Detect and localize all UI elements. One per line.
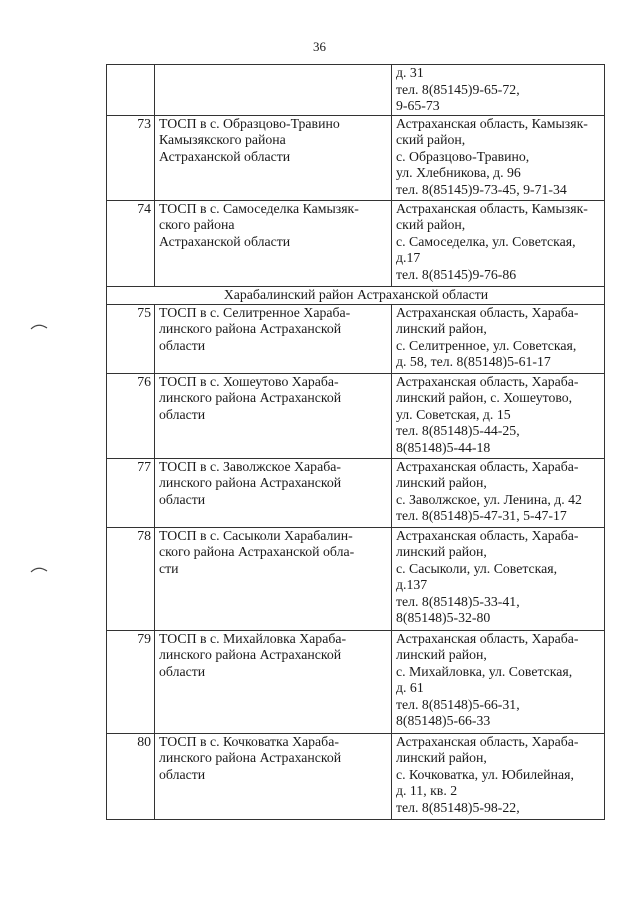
offices-table xyxy=(106,64,605,820)
address-line: 8(85148)5-32-80 xyxy=(396,610,491,625)
table-row xyxy=(107,630,605,733)
office-name-line: линского района Астраханской xyxy=(159,647,342,662)
office-name-line: области xyxy=(159,406,206,422)
table-row xyxy=(107,733,605,819)
office-name-cell xyxy=(155,630,392,733)
address-line: ский район, xyxy=(396,132,466,147)
table-row xyxy=(107,200,605,286)
address-line: Астраханская область, Хараба- xyxy=(396,458,579,474)
row-number: 79 xyxy=(107,630,155,733)
office-name-cell xyxy=(155,458,392,527)
office-name-line: области xyxy=(159,663,206,679)
address-cell xyxy=(392,65,605,116)
office-name-cell xyxy=(155,115,392,200)
address-cell xyxy=(392,527,605,630)
address-line: д.17 xyxy=(396,250,421,265)
office-name-line: линского района Астраханской xyxy=(159,475,342,490)
row-number: 77 xyxy=(107,458,155,527)
address-line: Астраханская область, Хараба- xyxy=(396,630,579,646)
address-line: д. 58, тел. 8(85148)5-61-17 xyxy=(396,354,551,369)
address-line: с. Сасыколи, ул. Советская, xyxy=(396,560,558,576)
address-line: тел. 8(85148)5-44-25, xyxy=(396,423,520,438)
office-name-line: сти xyxy=(159,560,179,576)
address-cell xyxy=(392,373,605,458)
address-line: линский район, xyxy=(396,647,487,662)
office-name-line: ТОСП в с. Хошеутово Хараба- xyxy=(159,373,339,389)
table-row xyxy=(107,527,605,630)
address-cell xyxy=(392,630,605,733)
address-cell xyxy=(392,115,605,200)
address-line: линский район, xyxy=(396,544,487,559)
address-line: тел. 8(85148)5-66-31, xyxy=(396,696,520,712)
office-name-line: Астраханской области xyxy=(159,233,291,249)
table-body xyxy=(107,65,605,820)
office-name-line: Астраханской области xyxy=(159,148,291,164)
page-number: 36 xyxy=(313,39,326,54)
address-cell xyxy=(392,200,605,286)
row-number: 78 xyxy=(107,527,155,630)
address-line: тел. 8(85145)9-76-86 xyxy=(396,266,517,282)
row-number: 75 xyxy=(107,304,155,373)
address-cell xyxy=(392,458,605,527)
address-line: линский район, xyxy=(396,750,487,765)
address-cell xyxy=(392,733,605,819)
address-line: 9-65-73 xyxy=(396,98,440,113)
office-name-line: ского района xyxy=(159,217,235,232)
address-line: тел. 8(85145)9-73-45, 9-71-34 xyxy=(396,181,567,197)
address-line: линский район, с. Хошеутово, xyxy=(396,390,573,405)
office-name-line: ТОСП в с. Михайловка Хараба- xyxy=(159,630,347,646)
row-number xyxy=(107,65,155,116)
address-line: ский район, xyxy=(396,217,466,232)
address-line: д.137 xyxy=(396,577,428,592)
address-line: Астраханская область, Камызяк- xyxy=(396,115,588,131)
address-line: 8(85148)5-44-18 xyxy=(396,439,491,455)
address-line: тел. 8(85148)5-47-31, 5-47-17 xyxy=(396,508,567,523)
office-name-line: области xyxy=(159,491,206,507)
table-row xyxy=(107,458,605,527)
margin-mark xyxy=(30,323,48,331)
address-line: Астраханская область, Камызяк- xyxy=(396,200,588,216)
address-line: ул. Советская, д. 15 xyxy=(396,406,511,422)
office-name-line: ТОСП в с. Селитренное Хараба- xyxy=(159,304,351,320)
office-name-line: ТОСП в с. Самоседелка Камызяк- xyxy=(159,200,359,216)
address-line: д. 31 xyxy=(396,65,424,80)
address-line: 8(85148)5-66-33 xyxy=(396,713,491,728)
office-name-line: ТОСП в с. Сасыколи Харабалин- xyxy=(159,527,353,543)
office-name-cell xyxy=(155,527,392,630)
address-line: Астраханская область, Хараба- xyxy=(396,304,579,320)
row-number: 74 xyxy=(107,200,155,286)
address-line: тел. 8(85148)5-98-22, xyxy=(396,799,520,815)
address-line: с. Кочковатка, ул. Юбилейная, xyxy=(396,766,574,782)
address-cell xyxy=(392,304,605,373)
address-line: линский район, xyxy=(396,475,487,490)
section-row xyxy=(107,286,605,304)
table-row xyxy=(107,115,605,200)
office-name-cell xyxy=(155,304,392,373)
section-title: Харабалинский район Астраханской области xyxy=(107,286,605,304)
address-line: д. 61 xyxy=(396,680,424,695)
address-line: ул. Хлебникова, д. 96 xyxy=(396,165,521,180)
row-number: 80 xyxy=(107,733,155,819)
office-name-cell xyxy=(155,373,392,458)
address-line: Астраханская область, Хараба- xyxy=(396,733,579,749)
office-name-line: области xyxy=(159,337,206,353)
address-line: тел. 8(85148)5-33-41, xyxy=(396,593,520,609)
office-name-line: области xyxy=(159,766,206,782)
office-name-cell xyxy=(155,733,392,819)
address-line: с. Селитренное, ул. Советская, xyxy=(396,337,577,353)
address-line: д. 11, кв. 2 xyxy=(396,783,458,798)
table-row xyxy=(107,304,605,373)
margin-mark xyxy=(30,566,48,574)
address-line: с. Михайловка, ул. Советская, xyxy=(396,663,573,679)
office-name-line: Камызякского района xyxy=(159,132,286,147)
table-row xyxy=(107,65,605,116)
office-name-line: ТОСП в с. Образцово-Травино xyxy=(159,115,340,131)
address-line: с. Образцово-Травино, xyxy=(396,148,530,164)
office-name-line: линского района Астраханской xyxy=(159,321,342,336)
office-name-line: линского района Астраханской xyxy=(159,750,342,765)
address-line: с. Самоседелка, ул. Советская, xyxy=(396,233,576,249)
office-name-cell xyxy=(155,200,392,286)
address-line: тел. 8(85145)9-65-72, xyxy=(396,81,520,97)
table-row xyxy=(107,373,605,458)
office-name-line: ТОСП в с. Заволжское Хараба- xyxy=(159,458,341,474)
address-line: Астраханская область, Хараба- xyxy=(396,527,579,543)
office-name-line: ского района Астраханской обла- xyxy=(159,544,355,559)
office-name-line: линского района Астраханской xyxy=(159,390,342,405)
address-line: линский район, xyxy=(396,321,487,336)
office-name-line: ТОСП в с. Кочковатка Хараба- xyxy=(159,733,339,749)
row-number: 76 xyxy=(107,373,155,458)
address-line: с. Заволжское, ул. Ленина, д. 42 xyxy=(396,491,582,507)
row-number: 73 xyxy=(107,115,155,200)
office-name-cell xyxy=(155,65,392,116)
address-line: Астраханская область, Хараба- xyxy=(396,373,579,389)
